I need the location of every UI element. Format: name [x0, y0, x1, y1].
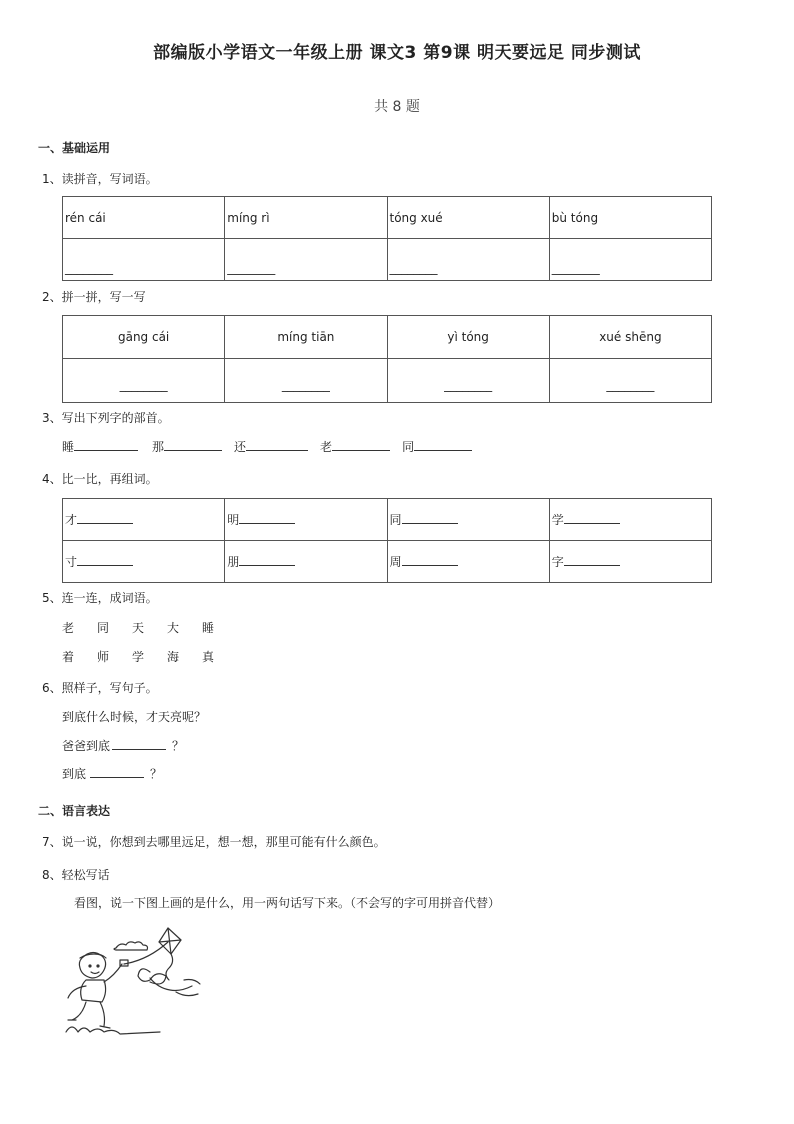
sentence-line-2: 爸爸到底 ？ — [62, 739, 185, 753]
pinyin-cell: míng tiān — [225, 316, 387, 359]
compare-cell[interactable]: 朋 — [225, 541, 387, 583]
butterfly-icon — [138, 969, 166, 984]
answer-cell[interactable]: ________ — [63, 359, 225, 403]
example-sentence: 到底什么时候，才天亮呢？ — [62, 710, 207, 724]
compare-cell[interactable]: 字 — [549, 541, 711, 583]
question-1-table — [62, 196, 712, 281]
answer-cell[interactable]: ________ — [549, 359, 711, 403]
radical-char: 还 — [234, 440, 247, 454]
match-char[interactable]: 着 — [62, 650, 75, 664]
answer-cell[interactable]: ________ — [225, 359, 387, 403]
compare-cell[interactable]: 周 — [387, 541, 549, 583]
radical-char: 同 — [402, 440, 415, 454]
pinyin-cell: gāng cái — [63, 316, 225, 359]
match-char[interactable]: 海 — [167, 650, 180, 664]
match-char[interactable]: 真 — [202, 650, 215, 664]
question-4-prompt: 4、比一比，再组词。 — [42, 472, 158, 486]
match-char[interactable]: 同 — [97, 621, 110, 635]
question-4-table — [62, 498, 712, 583]
section-heading-expression: 二、语言表达 — [38, 804, 111, 818]
sentence-blank[interactable] — [90, 767, 144, 778]
answer-cell[interactable]: ________ — [225, 239, 387, 281]
question-2-prompt: 2、拼一拼，写一写 — [42, 290, 146, 304]
radical-char: 那 — [152, 440, 165, 454]
radical-blank[interactable] — [246, 440, 308, 451]
question-6-prompt: 6、照样子，写句子。 — [42, 681, 158, 695]
question-7-prompt: 7、说一说，你想到去哪里远足，想一想，那里可能有什么颜色。 — [42, 835, 386, 849]
answer-cell[interactable]: ________ — [63, 239, 225, 281]
pinyin-cell: yì tóng — [387, 316, 549, 359]
radical-row — [62, 438, 472, 455]
match-row-bottom — [62, 646, 237, 665]
compare-cell[interactable]: 学 — [549, 499, 711, 541]
section-heading-basic: 一、基础运用 — [38, 141, 111, 155]
answer-cell[interactable]: ________ — [387, 239, 549, 281]
compare-cell[interactable]: 寸 — [63, 541, 225, 583]
question-8-instruction: 看图，说一下图上画的是什么，用一两句话写下来。（不会写的字可用拼音代替） — [74, 896, 501, 910]
match-row-top — [62, 617, 237, 636]
page-title: 部编版小学语文一年级上册 课文3 第9课 明天要远足 同步测试 — [153, 43, 641, 63]
question-5-prompt: 5、连一连，成词语。 — [42, 591, 158, 605]
pinyin-cell: míng rì — [225, 197, 387, 239]
radical-char: 老 — [320, 440, 333, 454]
sentence-blank[interactable] — [112, 739, 166, 750]
match-char[interactable]: 师 — [97, 650, 110, 664]
radical-blank[interactable] — [332, 440, 390, 451]
question-8-prompt: 8、轻松写话 — [42, 868, 110, 882]
radical-char: 睡 — [62, 440, 75, 454]
match-char[interactable]: 老 — [62, 621, 75, 635]
match-char[interactable]: 睡 — [202, 621, 215, 635]
radical-blank[interactable] — [164, 440, 222, 451]
cloud-icon — [114, 942, 148, 950]
boy-flying-kite-illustration — [58, 920, 213, 1045]
compare-cell[interactable]: 才 — [63, 499, 225, 541]
question-1-prompt: 1、读拼音，写词语。 — [42, 172, 158, 186]
match-char[interactable]: 天 — [132, 621, 145, 635]
pinyin-cell: tóng xué — [387, 197, 549, 239]
pinyin-cell: xué shēng — [549, 316, 711, 359]
answer-cell[interactable]: ________ — [387, 359, 549, 403]
match-char[interactable]: 大 — [167, 621, 180, 635]
radical-blank[interactable] — [74, 440, 138, 451]
answer-cell[interactable]: ________ — [549, 239, 711, 281]
question-2-table — [62, 315, 712, 403]
pinyin-cell: bù tóng — [549, 197, 711, 239]
question-3-prompt: 3、写出下列字的部首。 — [42, 411, 170, 425]
match-char[interactable]: 学 — [132, 650, 145, 664]
question-count: 共 8 题 — [374, 99, 420, 115]
compare-cell[interactable]: 明 — [225, 499, 387, 541]
pinyin-cell: rén cái — [63, 197, 225, 239]
radical-blank[interactable] — [414, 440, 472, 451]
compare-cell[interactable]: 同 — [387, 499, 549, 541]
sentence-line-3: 到底 ？ — [62, 767, 163, 781]
